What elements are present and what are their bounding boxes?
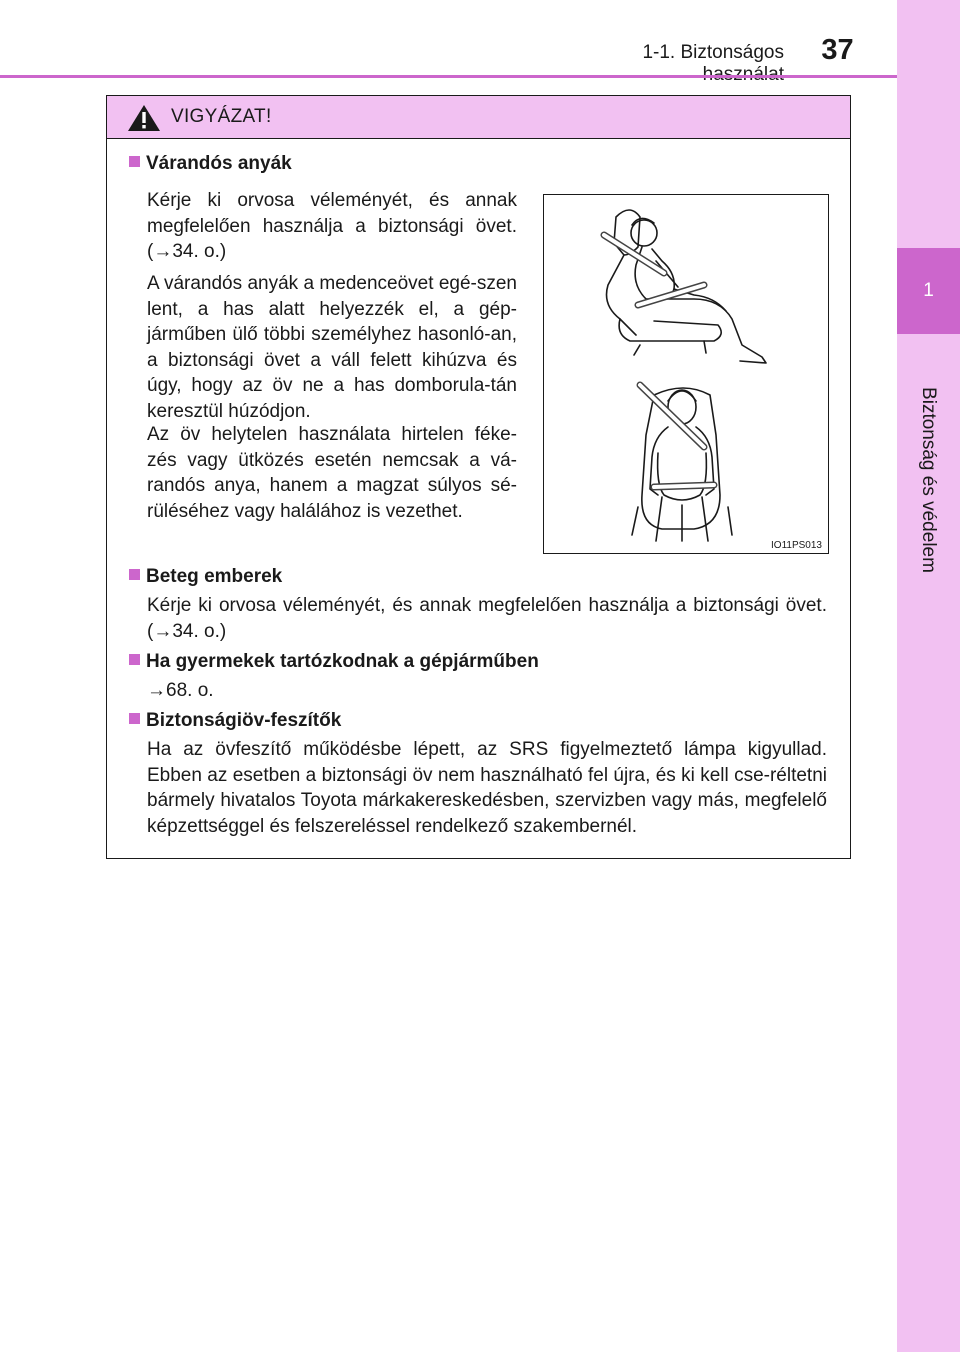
square-bullet-icon (129, 713, 140, 724)
section-heading-sick-people: Beteg emberek (129, 566, 282, 588)
paragraph: A várandós anyák a medenceövet egé-szen lent, a has alatt helyezzék el, a gép-járműben ülő többi személyhez hasonló-an, a biztonsági övet a váll felett kihúzva és úgy, hogy az öv ne a has domborula-tán keresztül húzódjon. (147, 273, 517, 422)
warning-triangle-icon (127, 104, 161, 137)
page-number: 37 (821, 34, 854, 66)
header-divider (0, 75, 897, 78)
square-bullet-icon (129, 569, 140, 580)
section-heading-pregnant: Várandós anyák (129, 153, 292, 175)
warning-header (107, 96, 850, 139)
chapter-number: 1 (897, 248, 960, 334)
square-bullet-icon (129, 156, 140, 167)
pregnant-seatbelt-figure (543, 194, 829, 554)
paragraph: Kérje ki orvosa véleményét, és annak megfelelően használja a biztonsági övet. (→34. o.) (147, 190, 517, 262)
section-heading-pretensioners: Biztonságiöv-feszítők (129, 710, 341, 732)
paragraph: Ha az övfeszítő működésbe lépett, az SRS figyelmeztető lámpa kigyullad. Ebben az esetben a biztonsági öv nem használható fel újra, és ki kell cse-réltetni bármely hivatalos Toyota márkakereskedésben, szervizben vagy más, megfelelő képzettséggel és felszereléssel rendelkező szakembernél. (147, 739, 827, 837)
seatbelt-illustration (544, 195, 828, 553)
paragraph: Az öv helytelen használata hirtelen féke-zés vagy ütközés esetén nemcsak a vá-randós anya, hanem a magzat súlyos sé-rüléséhez vagy halálához is vezethet. (147, 424, 517, 522)
paragraph: →68. o. (147, 680, 214, 701)
warning-label: VIGYÁZAT! (171, 106, 272, 127)
figure-code: IO11PS013 (771, 540, 822, 551)
section-heading-children: Ha gyermekek tartózkodnak a gépjárműben (129, 651, 539, 673)
section-title: 1-1. Biztonságos (642, 42, 784, 63)
chapter-side-tab (897, 0, 960, 1352)
square-bullet-icon (129, 654, 140, 665)
paragraph: Kérje ki orvosa véleményét, és annak megfelelően használja a biztonsági övet. (→34. o.) (147, 595, 827, 642)
chapter-title: Biztonság és védelem (918, 387, 939, 573)
warning-box (106, 95, 851, 859)
